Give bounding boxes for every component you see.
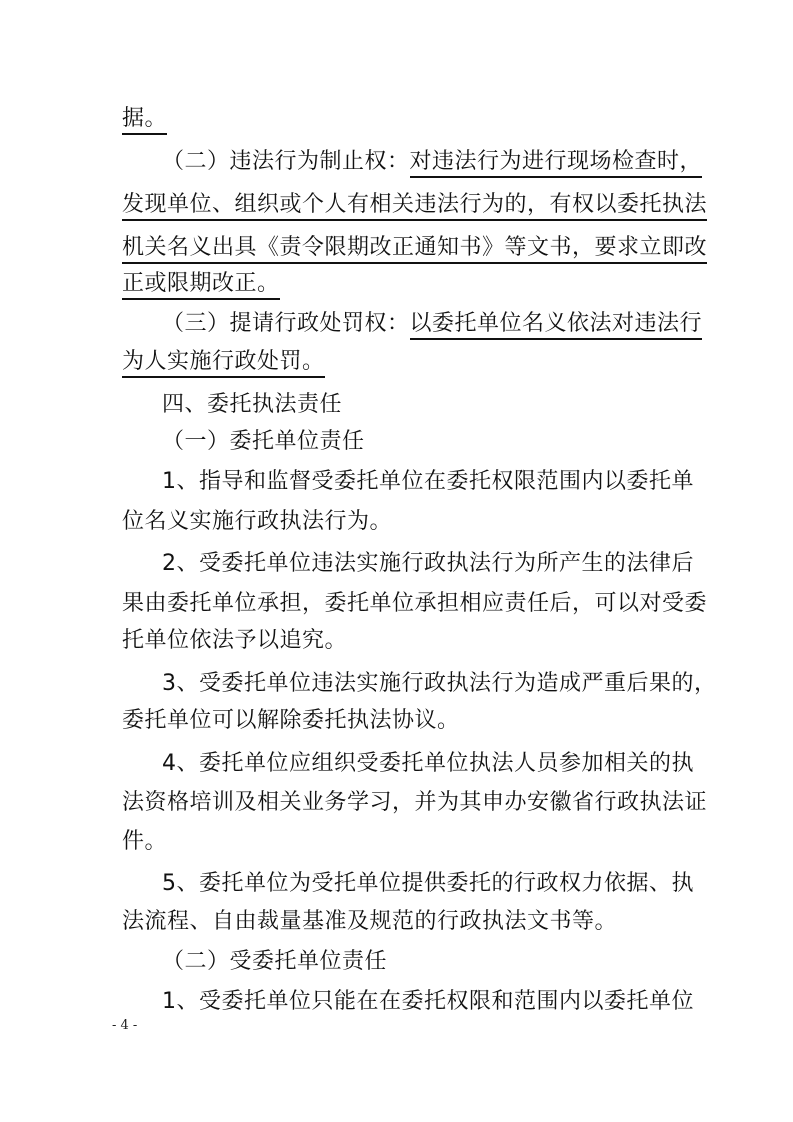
paragraph-line: 1、受委托单位只能在在委托权限和范围内以委托单位: [162, 989, 694, 1014]
page-number: - 4 -: [112, 1018, 138, 1033]
section-heading: 四、委托执法责任: [162, 392, 343, 417]
paragraph-line: [122, 102, 167, 136]
paragraph-line: 果由委托单位承担，委托单位承担相应责任后，可以对受委: [122, 591, 708, 616]
subsection-heading: （一）委托单位责任: [162, 429, 365, 454]
paragraph-line: [162, 145, 702, 179]
paragraph-line: [122, 188, 707, 222]
paragraph-line: 法流程、自由裁量基准及规范的行政执法文书等。: [122, 909, 618, 934]
paragraph-line: 5、委托单位为受托单位提供委托的行政权力依据、执: [162, 871, 694, 896]
paragraph-line: [122, 231, 707, 265]
clause-heading: （三）提请行政处罚权：: [162, 311, 410, 336]
paragraph-line: 委托单位可以解除委托执法协议。: [122, 708, 460, 733]
underlined-text: 为人实施行政处罚。: [122, 349, 325, 378]
subsection-heading: （二）受委托单位责任: [162, 949, 388, 974]
paragraph-line: 4、委托单位应组织受委托单位执法人员参加相关的执: [162, 751, 694, 776]
paragraph-line: 件。: [122, 829, 168, 854]
underlined-text: 机关名义出具《责令限期改正通知书》等文书，要求立即改: [122, 235, 707, 264]
underlined-text: 以委托单位名义依法对违法行: [410, 311, 703, 340]
paragraph-line: 法资格培训及相关业务学习，并为其申办安徽省行政执法证: [122, 790, 708, 815]
underlined-text: 发现单位、组织或个人有相关违法行为的，有权以委托执法: [122, 192, 707, 221]
paragraph-line: 托单位依法予以追究。: [122, 628, 348, 653]
paragraph-line: 3、受委托单位违法实施行政执法行为造成严重后果的，: [162, 671, 717, 696]
underlined-text: 对违法行为进行现场检查时，: [410, 149, 703, 178]
clause-heading: （二）违法行为制止权：: [162, 149, 410, 174]
paragraph-line: [122, 267, 280, 301]
underlined-text: 正或限期改正。: [122, 271, 280, 300]
paragraph-line: [122, 345, 325, 379]
paragraph-line: 1、指导和监督受委托单位在委托权限范围内以委托单: [162, 469, 694, 494]
paragraph-line: [162, 307, 702, 341]
paragraph-line: 位名义实施行政执法行为。: [122, 509, 393, 534]
paragraph-line: 2、受委托单位违法实施行政执法行为所产生的法律后: [162, 551, 694, 576]
underlined-text: 据。: [122, 106, 167, 135]
